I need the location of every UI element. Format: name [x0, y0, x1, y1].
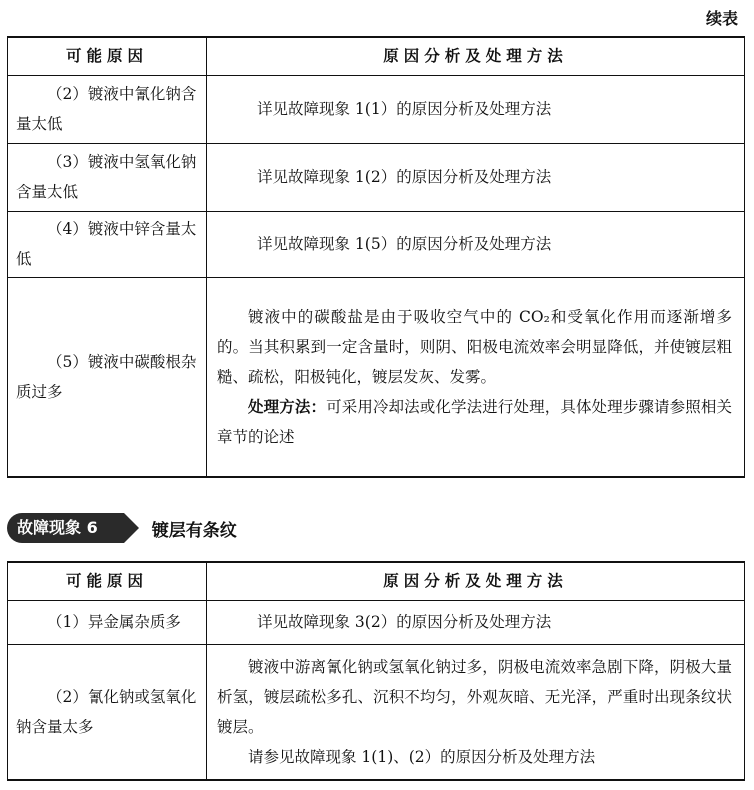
analysis-text: 详见故障现象 1(5）的原因分析及处理方法 [207, 211, 745, 277]
cause-text: （5）镀液中碳酸根杂质过多 [16, 352, 197, 401]
method-paragraph: 请参见故障现象 1(1)、(2）的原因分析及处理方法 [248, 747, 596, 766]
analysis-paragraph: 镀液中游离氰化钠或氢氧化钠过多，阴极电流效率急剧下降，阴极大量析氢，镀层疏松多孔、沉积不均匀，外观灰暗、无光泽，严重时出现条纹状镀层。 [217, 657, 732, 736]
header-possible-cause: 可能原因 [8, 562, 207, 600]
method-label: 处理方法： [248, 397, 327, 416]
fault-tag: 故障现象 6 [7, 513, 124, 543]
continued-label: 续表 [705, 9, 738, 28]
analysis-text: 详见故障现象 3(2）的原因分析及处理方法 [207, 600, 745, 644]
header-analysis-method: 原因分析及处理方法 [207, 562, 745, 600]
header-possible-cause: 可能原因 [8, 37, 207, 75]
table-row [8, 644, 745, 780]
fault-name: 镀层有条纹 [151, 520, 237, 541]
method-paragraph [217, 392, 732, 452]
analysis-text: 详见故障现象 1(2）的原因分析及处理方法 [207, 143, 745, 211]
fault-heading [7, 513, 237, 543]
table-row [8, 211, 745, 277]
analysis-text: 详见故障现象 1(1）的原因分析及处理方法 [207, 75, 745, 143]
cause-text: （2）氰化钠或氢氧化钠含量太多 [16, 687, 197, 736]
analysis-paragraph: 镀液中的碳酸盐是由于吸收空气中的 CO₂和受氧化作用而逐渐增多的。当其积累到一定含量时，则阴、阳极电流效率会明显降低，并使镀层粗糙、疏松，阳极钝化，镀层发灰、发雾。 [217, 307, 732, 386]
troubleshooting-table-fault6 [7, 561, 745, 781]
method-text: 可采用冷却法或化学法进行处理，具体处理步骤请参照相关章节的论述 [217, 397, 732, 446]
cause-text: （3）镀液中氢氧化钠含量太低 [16, 153, 197, 201]
header-analysis-method: 原因分析及处理方法 [207, 37, 745, 75]
cause-text: （4）镀液中锌含量太低 [16, 220, 197, 268]
table-row [8, 277, 745, 477]
table-row [8, 75, 745, 143]
cause-text: （2）镀液中氰化钠含量太低 [16, 85, 197, 133]
cause-text: （1）异金属杂质多 [47, 613, 181, 631]
table-row [8, 143, 745, 211]
table-row [8, 600, 745, 644]
troubleshooting-table-continued [7, 36, 745, 478]
